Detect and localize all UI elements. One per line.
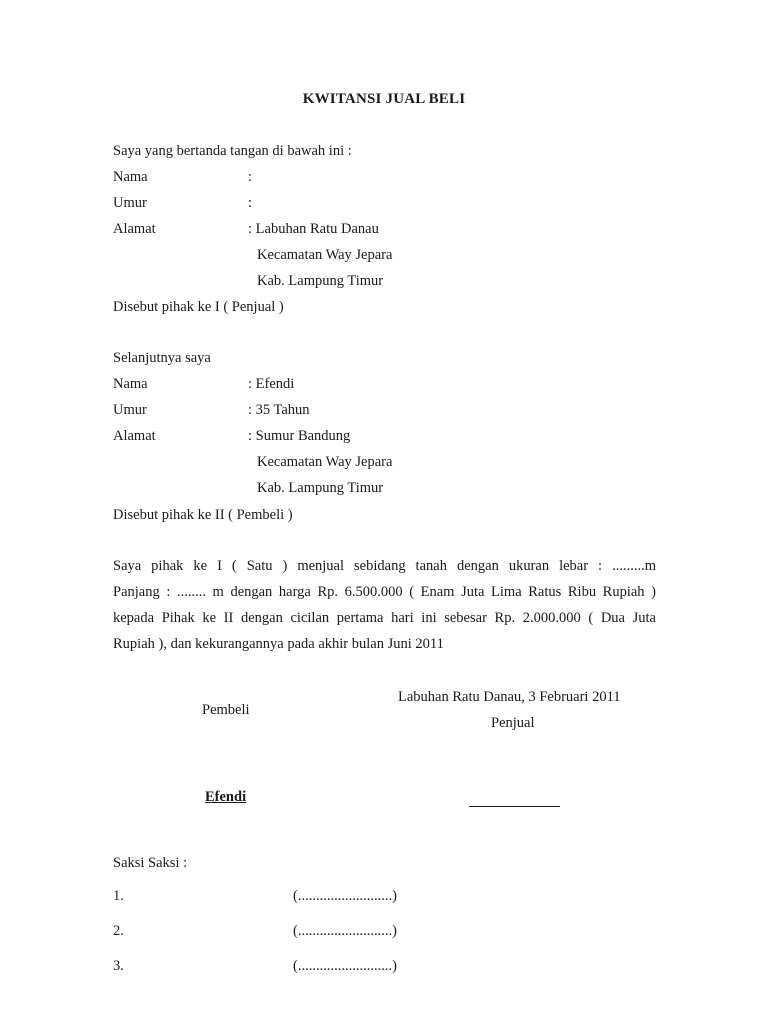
party1-name-value: :	[248, 169, 253, 185]
statement-line-1: Saya pihak ke I ( Satu ) menjual sebidang tanah dengan ukuran lebar : .........m	[113, 558, 656, 574]
party1-age-label: Umur	[113, 195, 147, 211]
seller-label: Penjual	[491, 715, 535, 731]
witness-number: 2.	[113, 923, 124, 939]
seller-signature-line	[469, 806, 560, 807]
party2-address-label: Alamat	[113, 428, 156, 444]
witnesses-heading: Saksi Saksi :	[113, 855, 188, 871]
place-date: Labuhan Ratu Danau, 3 Februari 2011	[398, 689, 621, 705]
witness-blank: (..........................)	[293, 958, 397, 974]
witness-blank: (..........................)	[293, 888, 397, 904]
statement-line-4: Rupiah ), dan kekurangannya pada akhir bulan Juni 2011	[113, 636, 444, 652]
party2-designation: Disebut pihak ke II ( Pembeli )	[113, 507, 293, 523]
party2-address-line3: Kab. Lampung Timur	[257, 480, 384, 496]
statement-line-2: Panjang : ........ m dengan harga Rp. 6.500.000 ( Enam Juta Lima Ratus Ribu Rupiah )	[113, 584, 656, 600]
intro-text: Saya yang bertanda tangan di bawah ini :	[113, 143, 352, 159]
party1-address-label: Alamat	[113, 221, 156, 237]
buyer-label: Pembeli	[202, 702, 250, 718]
party2-name-value: : Efendi	[248, 376, 295, 392]
party2-address-line1: : Sumur Bandung	[248, 428, 351, 444]
party2-age-value: : 35 Tahun	[248, 402, 310, 418]
document-title: KWITANSI JUAL BELI	[302, 91, 466, 107]
witness-blank: (..........................)	[293, 923, 397, 939]
party1-age-value: :	[248, 195, 253, 211]
party2-age-label: Umur	[113, 402, 147, 418]
witness-number: 1.	[113, 888, 124, 904]
party1-name-label: Nama	[113, 169, 148, 185]
buyer-name: Efendi	[205, 789, 247, 805]
statement-paragraph	[113, 553, 656, 657]
party2-intro: Selanjutnya saya	[113, 350, 211, 366]
party1-address-line2: Kecamatan Way Jepara	[257, 247, 393, 263]
party1-address-line3: Kab. Lampung Timur	[257, 273, 384, 289]
party1-address-line1: : Labuhan Ratu Danau	[248, 221, 379, 237]
witness-number: 3.	[113, 958, 124, 974]
party2-name-label: Nama	[113, 376, 148, 392]
statement-line-3: kepada Pihak ke II dengan cicilan pertama hari ini sebesar Rp. 2.000.000 ( Dua Juta	[113, 610, 656, 626]
party2-address-line2: Kecamatan Way Jepara	[257, 454, 393, 470]
party1-designation: Disebut pihak ke I ( Penjual )	[113, 299, 284, 315]
